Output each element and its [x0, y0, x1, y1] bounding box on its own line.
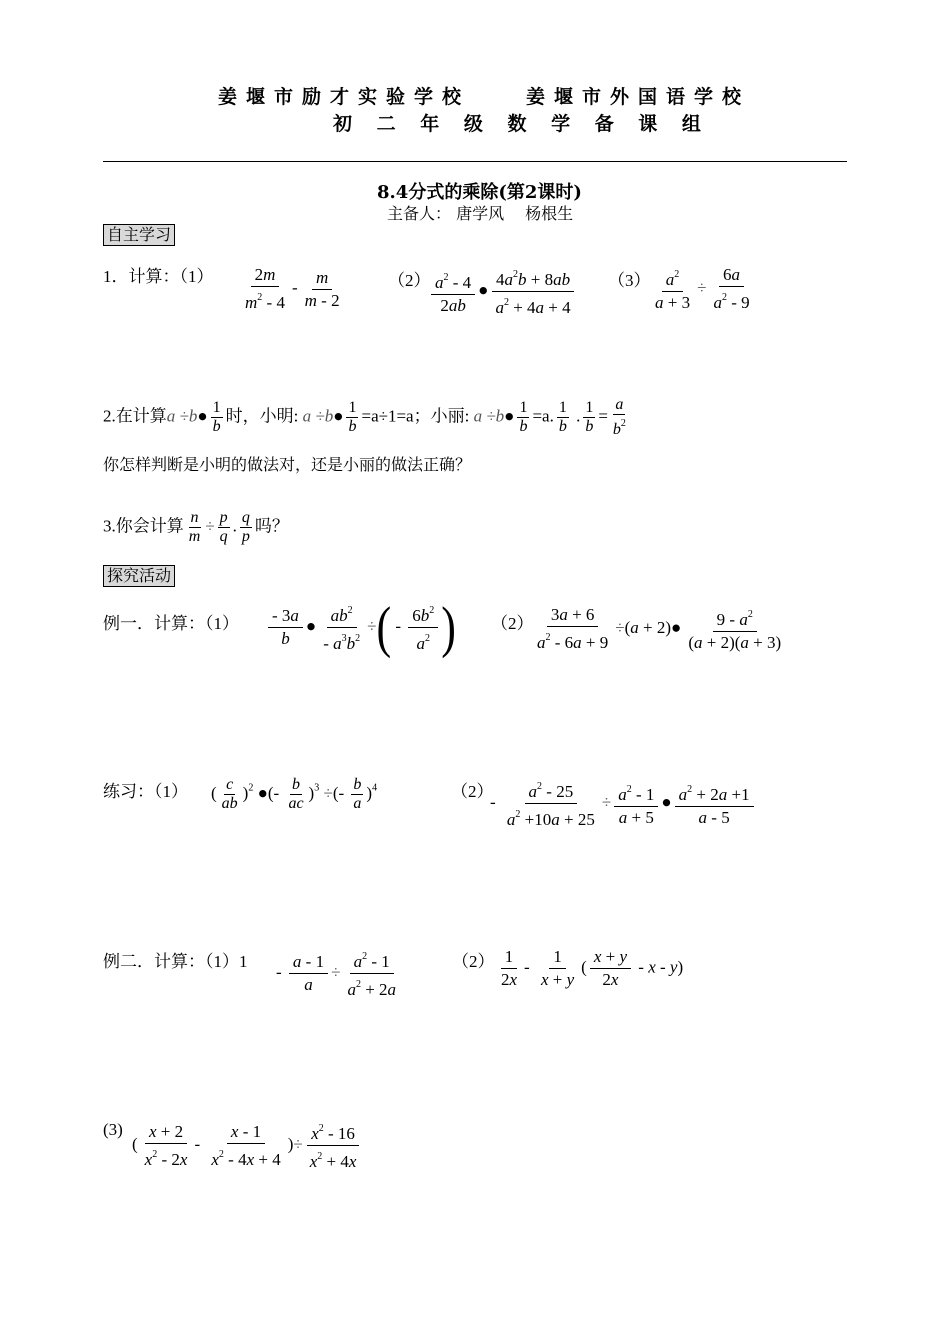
q1-part1-expr: $\frac{2m}{m^2 - 4}$ - $\frac{m}{m - 2}$	[245, 265, 340, 312]
lesson-title: 8.4分式的乘除(第2课时)	[377, 182, 582, 203]
q3-prefix: 3.你会计算	[103, 516, 184, 536]
q1-part2-label: （2）	[388, 271, 431, 290]
example1-part2-expr: $\frac{3a + 6}{a^2 - 6a + 9}$ ÷(a + 2)● $\frac{9 - a^2}{(a + 2)(a + 3)}$	[537, 605, 782, 652]
example1-part1-expr: $\frac{- 3a}{b}$ ● $\frac{ab^2}{- a^3b^2}$ ÷( - $\frac{6b^2}{a^2}$ )	[265, 600, 456, 655]
q2-mid3: =a.	[532, 406, 554, 426]
q2-mid2: =a÷1=a；小丽:	[361, 406, 470, 426]
practice-part2-expr: - $\frac{a^2 - 25}{a^2 +10a + 25}$ ÷ $\frac{a^2 - 1}{a + 5}$ ● $\frac{a^2 + 2a +1}{a - 5}$	[490, 776, 757, 831]
q1-part2-expr: $\frac{a^2 - 4}{2ab}$ ● $\frac{4a^2b + 8ab}{a^2 + 4a + 4}$	[428, 264, 578, 319]
q1-part3-expr: $\frac{a^2}{a + 3}$ ÷ $\frac{6a}{a^2 - 9}$	[655, 265, 750, 312]
example2-part3-expr: ( $\frac{x + 2}{x^2 - 2x}$ - $\frac{x - 1}{x^2 - 4x + 4}$ )÷ $\frac{x^2 - 16}{x^2 + 4x}$	[132, 1118, 363, 1173]
lesson-authors: 主备人： 唐学风 杨根生	[387, 204, 574, 223]
practice-label: 练习：（1）	[103, 782, 188, 801]
q2-mid1: 时，小明:	[225, 406, 299, 426]
example2-part1-expr: - $\frac{a - 1}{a}$ ÷ $\frac{a^2 - 1}{a^2 + 2a}$	[276, 946, 403, 1001]
school-names: 姜堰市励才实验学校 姜堰市外国语学校	[218, 86, 751, 108]
example1-part2-label: （2）	[491, 614, 534, 633]
practice-part2-label: （2）	[451, 782, 494, 801]
q1-part3-label: （3）	[608, 271, 651, 290]
question-2: 2.在计算a ÷b● $\frac{1}{b}$ 时，小明: a ÷b● $\frac{1}{b}$ =a÷1=a；小丽: a ÷b● $\frac{1}{b}$ =a. $\frac{1}{b}$ . $\frac{1}{b}$ = $\frac{a}{b^2}$	[103, 396, 626, 438]
header-divider	[103, 161, 847, 162]
practice-part1-expr: ( $\frac{c}{ab}$ )$^2$ ●(- $\frac{b}{ac}$ )$^3$ ÷(- $\frac{b}{a}$ )$^4$	[211, 776, 378, 812]
q2-question: 你怎样判断是小明的做法对，还是小丽的做法正确？	[103, 455, 472, 474]
question-3: 3.你会计算 $\frac{n}{m}$ ÷ $\frac{p}{q}$ . $\frac{q}{p}$ 吗？	[103, 509, 289, 545]
example2-label: 例二．计算：（1）1	[103, 952, 248, 971]
section-self-study: 自主学习	[103, 224, 175, 246]
question-1	[103, 262, 214, 287]
example2-part3-label: (3)	[103, 1120, 123, 1139]
example1-label: 例一．计算：（1）	[103, 614, 239, 633]
group-name: 初 二 年 级 数 学 备 课 组	[333, 113, 710, 135]
example2-part2-label: （2）	[452, 952, 495, 971]
section-explore: 探究活动	[103, 565, 175, 587]
q3-suffix: 吗？	[254, 516, 289, 536]
example2-part2-expr: $\frac{1}{2x}$ - $\frac{1}{x + y}$ ( $\frac{x + y}{2x}$ - x - y)	[501, 947, 684, 989]
q2-prefix: 2.在计算	[103, 406, 167, 426]
q1-label: 1．计算：（1）	[103, 267, 214, 286]
